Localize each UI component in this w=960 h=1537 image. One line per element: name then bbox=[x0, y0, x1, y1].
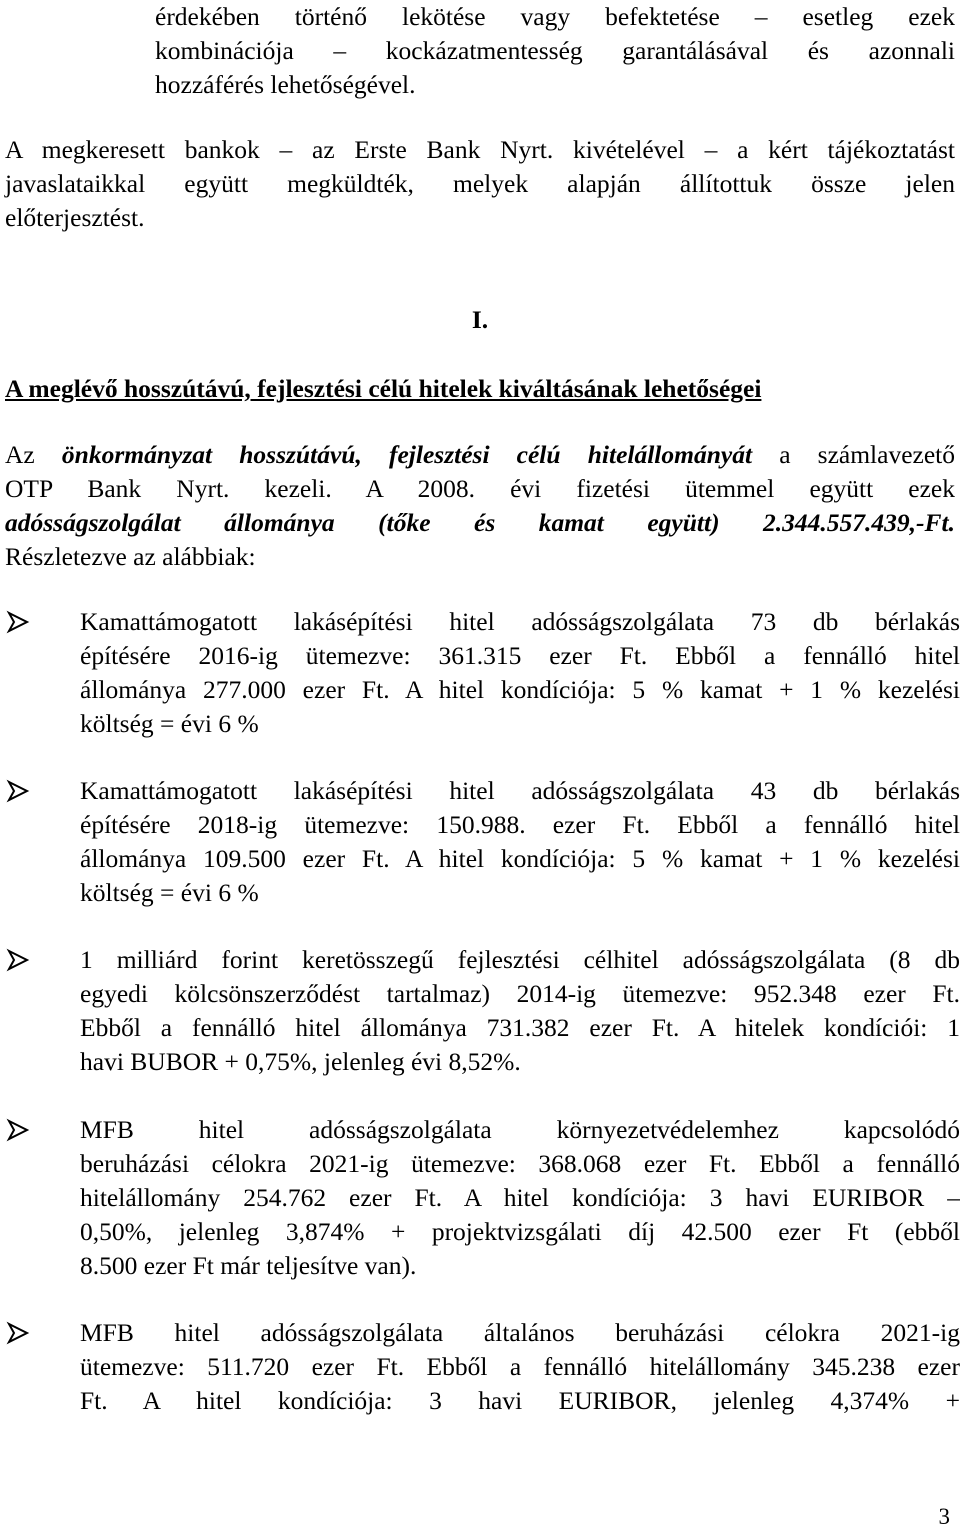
list-item-line: Kamattámogatott lakásépítési hitel adósságszolgálata 43 db bérlakás bbox=[80, 776, 960, 805]
list-item-line: Ft. A hitel kondíciója: 3 havi EURIBOR, jelenleg 4,374% + bbox=[80, 1386, 960, 1415]
summary-line-1 bbox=[5, 438, 955, 472]
banks-line: A megkeresett bankok – az Erste Bank Nyrt. kivételével – a kért tájékoztatást bbox=[5, 135, 955, 164]
list-item-text bbox=[80, 774, 960, 910]
list-item-text bbox=[80, 1316, 960, 1418]
list-item-line: költség = évi 6 % bbox=[80, 878, 259, 907]
summary-line-4: Részletezve az alábbiak: bbox=[5, 542, 256, 571]
section-title: A meglévő hosszútávú, fejlesztési célú hitelek kiváltásának lehetőségei bbox=[5, 374, 762, 403]
list-item-line: havi BUBOR + 0,75%, jelenleg évi 8,52%. bbox=[80, 1047, 521, 1076]
summary-line-3: adósságszolgálat állománya (tőke és kamat együtt) 2.344.557.439,-Ft. bbox=[5, 508, 955, 537]
page-number: 3 bbox=[938, 1504, 950, 1529]
list-item-line: 1 milliárd forint keretösszegű fejlesztési célhitel adósságszolgálata (8 db bbox=[80, 945, 960, 974]
arrowhead-bullet-icon bbox=[5, 605, 35, 639]
arrowhead-bullet-icon bbox=[5, 1316, 35, 1350]
summary-text: a számlavezető bbox=[752, 440, 956, 469]
intro-paragraph bbox=[155, 0, 955, 102]
list-item-line: MFB hitel adósságszolgálata általános beruházási célokra 2021-ig bbox=[80, 1318, 960, 1347]
list-item-line: állománya 109.500 ezer Ft. A hitel kondíciója: 5 % kamat + 1 % kezelési bbox=[80, 844, 960, 873]
list-item-line: egyedi kölcsönszerződést tartalmaz) 2014-ig ütemezve: 952.348 ezer Ft. bbox=[80, 979, 960, 1008]
arrowhead-bullet-icon bbox=[5, 774, 35, 808]
list-item-line: Ebből a fennálló hitel állománya 731.382 ezer Ft. A hitelek kondíciói: 1 bbox=[80, 1013, 960, 1042]
list-item-line: beruházási célokra 2021-ig ütemezve: 368.068 ezer Ft. Ebből a fennálló bbox=[80, 1149, 960, 1178]
intro-line: kombinációja – kockázatmentesség garantálásával és azonnali bbox=[155, 36, 955, 65]
list-item-text bbox=[80, 1113, 960, 1283]
list-item-line: költség = évi 6 % bbox=[80, 709, 259, 738]
list-item-line: 8.500 ezer Ft már teljesítve van). bbox=[80, 1251, 417, 1280]
list-item-line: ütemezve: 511.720 ezer Ft. Ebből a fennálló hitelállomány 345.238 ezer bbox=[80, 1352, 960, 1381]
banks-line: előterjesztést. bbox=[5, 203, 145, 232]
banks-paragraph bbox=[5, 133, 955, 235]
list-item-text bbox=[80, 605, 960, 741]
banks-line: javaslataikkal együtt megküldték, melyek alapján állítottuk össze jelen bbox=[5, 169, 955, 198]
intro-line: hozzáférés lehetőségével. bbox=[155, 70, 416, 99]
arrowhead-bullet-icon bbox=[5, 1113, 35, 1147]
arrowhead-bullet-icon bbox=[5, 943, 35, 977]
list-item-text bbox=[80, 943, 960, 1079]
list-item-line: MFB hitel adósságszolgálata környezetvédelemhez kapcsolódó bbox=[80, 1115, 960, 1144]
summary-emphasis: önkormányzat hosszútávú, fejlesztési célú hitelállományát bbox=[61, 440, 753, 469]
list-item-line: Kamattámogatott lakásépítési hitel adósságszolgálata 73 db bérlakás bbox=[80, 607, 960, 636]
summary-line-2: OTP Bank Nyrt. kezeli. A 2008. évi fizetési ütemmel együtt ezek bbox=[5, 474, 955, 503]
list-item-line: állománya 277.000 ezer Ft. A hitel kondíciója: 5 % kamat + 1 % kezelési bbox=[80, 675, 960, 704]
list-item-line: építésére 2016-ig ütemezve: 361.315 ezer Ft. Ebből a fennálló hitel bbox=[80, 641, 960, 670]
list-item-line: hitelállomány 254.762 ezer Ft. A hitel kondíciója: 3 havi EURIBOR – bbox=[80, 1183, 960, 1212]
intro-line: érdekében történő lekötése vagy befektetése – esetleg ezek bbox=[155, 2, 955, 31]
list-item-line: építésére 2018-ig ütemezve: 150.988. ezer Ft. Ebből a fennálló hitel bbox=[80, 810, 960, 839]
section-number: I. bbox=[471, 305, 489, 334]
summary-text: Az bbox=[5, 440, 62, 469]
list-item-line: 0,50%, jelenleg 3,874% + projektvizsgálati díj 42.500 ezer Ft (ebből bbox=[80, 1217, 960, 1246]
summary-paragraph bbox=[5, 438, 955, 574]
